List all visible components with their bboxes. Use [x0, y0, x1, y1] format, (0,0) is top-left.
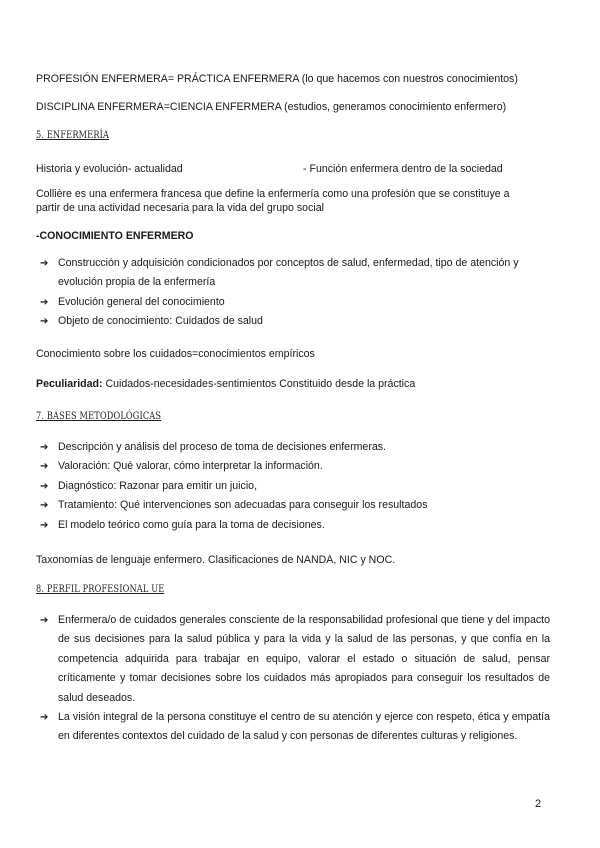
list-item: ➔ Descripción y análisis del proceso de toma de decisiones enfermeras. — [40, 438, 550, 457]
list-item: ➔ Objeto de conocimiento: Cuidados de salud — [40, 312, 550, 331]
arrow-icon: ➔ — [40, 316, 49, 328]
peculiaridad-text: Cuidados-necesidades-sentimientos Constituido desde la práctica — [102, 378, 416, 390]
arrow-icon: ➔ — [40, 712, 49, 724]
colliere-line-1: Collière es una enfermera francesa que define la enfermería como una profesión que se constituye a — [36, 188, 510, 200]
taxonomias-line: Taxonomías de lenguaje enfermero. Clasificaciones de NANDA, NIC y NOC. — [36, 554, 396, 566]
arrow-icon: ➔ — [40, 500, 49, 512]
arrow-icon: ➔ — [40, 442, 49, 453]
list-item: ➔ Tratamiento: Qué intervenciones son adecuadas para conseguir los resultados — [40, 496, 550, 515]
list-item: ➔ Construcción y adquisición condicionados por conceptos de salud, enfermedad, tipo de atención y evolución propia de la enfermería — [40, 254, 550, 293]
section-7-heading: 7. BASES METODOLÓGICAS — [36, 410, 162, 422]
arrow-icon: ➔ — [40, 296, 49, 308]
arrow-icon: ➔ — [40, 519, 49, 531]
list-item: ➔ Diagnóstico: Razonar para emitir un juicio, — [40, 477, 550, 496]
conocimiento-list — [40, 254, 550, 332]
section-8-heading: 8. PERFIL PROFESIONAL UE — [36, 583, 165, 595]
funcion-line: - Función enfermera dentro de la sociedad — [303, 163, 503, 175]
peculiaridad-label: Peculiaridad: — [36, 378, 103, 390]
conocimiento-cuidados-line: Conocimiento sobre los cuidados=conocimientos empíricos — [36, 348, 315, 360]
list-item: ➔ La visión integral de la persona constituye el centro de su atención y ejerce con respeto, ética y empatía en diferentes contextos del cuidado de la salud y con personas de diferentes culturas y religiones. — [40, 708, 550, 747]
list-item: ➔ Evolución general del conocimiento — [40, 293, 550, 312]
page-number: 2 — [535, 798, 542, 810]
arrow-icon: ➔ — [40, 258, 49, 269]
arrow-icon: ➔ — [40, 615, 49, 626]
perfil-list — [40, 611, 550, 747]
profesion-line: PROFESIÓN ENFERMERA= PRÁCTICA ENFERMERA (lo que hacemos con nuestros conocimientos) — [36, 73, 518, 85]
section-5-heading: 5. ENFERMERÍA — [36, 129, 110, 141]
arrow-icon: ➔ — [40, 461, 49, 473]
bases-list — [40, 438, 550, 535]
arrow-icon: ➔ — [40, 480, 49, 492]
disciplina-line: DISCIPLINA ENFERMERA=CIENCIA ENFERMERA (estudios, generamos conocimiento enfermero) — [36, 101, 507, 113]
historia-line: Historia y evolución- actualidad — [36, 163, 183, 175]
colliere-line-2: partir de una actividad necesaria para la vida del grupo social — [36, 202, 324, 214]
list-item: ➔ Valoración: Qué valorar, cómo interpretar la información. — [40, 457, 550, 476]
conocimiento-title: -CONOCIMIENTO ENFERMERO — [36, 230, 194, 242]
list-item: ➔ El modelo teórico como guía para la toma de decisiones. — [40, 516, 550, 535]
list-item: ➔ Enfermera/o de cuidados generales consciente de la responsabilidad profesional que tiene y del impacto de sus decisiones para la salud pública y para la vida y la salud de las personas, y que confía en la competencia adquirida para trabajar en equipo, valorar el estado o situación de salud, pensar críticamente y tomar decisiones sobre los cuidados más apropiados para conseguir los resultados de salud deseados. — [40, 611, 550, 708]
peculiaridad-line — [36, 377, 415, 391]
